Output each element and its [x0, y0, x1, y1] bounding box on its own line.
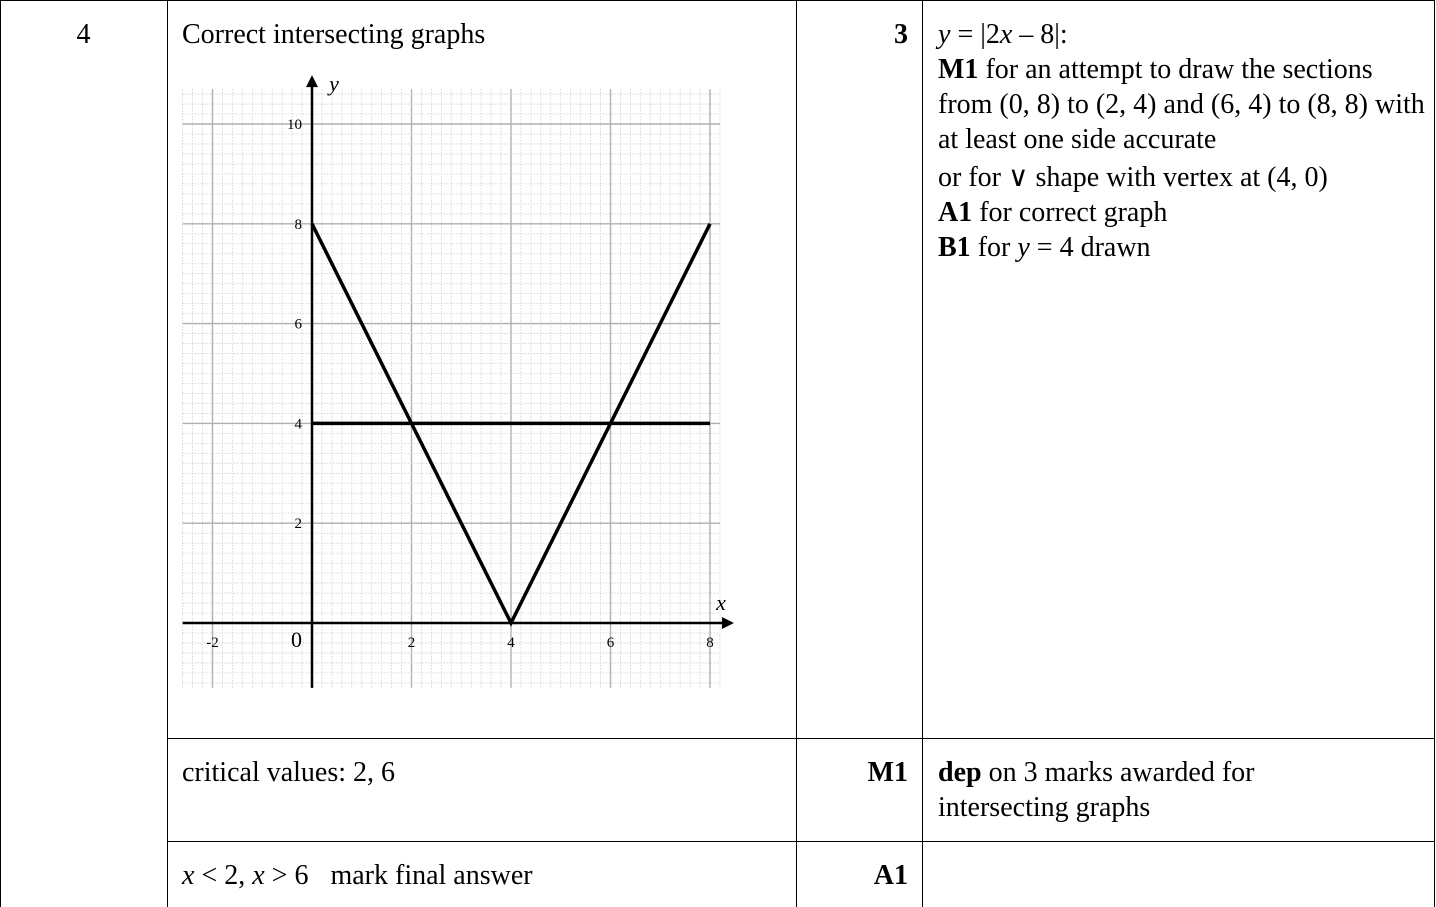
marks-row2: M1: [867, 757, 908, 788]
notes-row2: dep on 3 marks awarded for intersecting graphs: [938, 757, 1255, 823]
table-border-right: [1434, 0, 1435, 907]
y-tick-label: 2: [294, 516, 302, 533]
y-tick-label: 4: [294, 416, 302, 433]
y-axis-label: y: [329, 71, 339, 97]
x-tick-label: 6: [606, 635, 615, 651]
answer-row3-text: x < 2, x > 6 mark final answer: [182, 860, 533, 891]
question-number: 4: [76, 19, 91, 50]
origin-label: 0: [291, 627, 302, 652]
notes-row1: [938, 17, 1428, 265]
x-axis-arrow: [722, 617, 734, 629]
notes-equation: y = |2x – 8|:: [938, 19, 1068, 50]
table-border-col1: [167, 0, 168, 907]
y-axis-arrow: [306, 75, 318, 87]
answer-row1-text: Correct intersecting graphs: [182, 19, 486, 50]
table-border-top: [0, 0, 1435, 1]
notes-m1: M1 for an attempt to draw the sections from (0, 8) to (2, 4) and (6, 4) to (8, 8) with at least one side accurate: [938, 54, 1425, 155]
marks-row3: A1: [873, 860, 908, 891]
notes-a1: A1 for correct graph: [938, 197, 1168, 228]
x-tick-label: 4: [507, 635, 515, 651]
answer-row2-text: critical values: 2, 6: [182, 757, 396, 788]
table-row-divider-1: [167, 738, 1435, 739]
table-row-divider-2: [167, 841, 1435, 842]
intersecting-graphs-chart: [180, 71, 726, 689]
x-axis-label: x: [716, 590, 726, 615]
notes-b1: B1 for y = 4 drawn: [938, 232, 1151, 263]
y-tick-label: 10: [287, 117, 302, 133]
x-tick-label: 2: [407, 635, 416, 651]
x-tick-label: -2: [206, 635, 219, 651]
y-tick-label: 6: [294, 316, 302, 333]
x-tick-label: 8: [706, 635, 714, 651]
notes-or: or for ∨ shape with vertex at (4, 0): [938, 162, 1328, 193]
y-tick-label: 8: [294, 216, 302, 233]
table-border-left: [0, 0, 1, 907]
table-border-col3: [922, 0, 923, 907]
marks-row1: 3: [894, 19, 908, 50]
